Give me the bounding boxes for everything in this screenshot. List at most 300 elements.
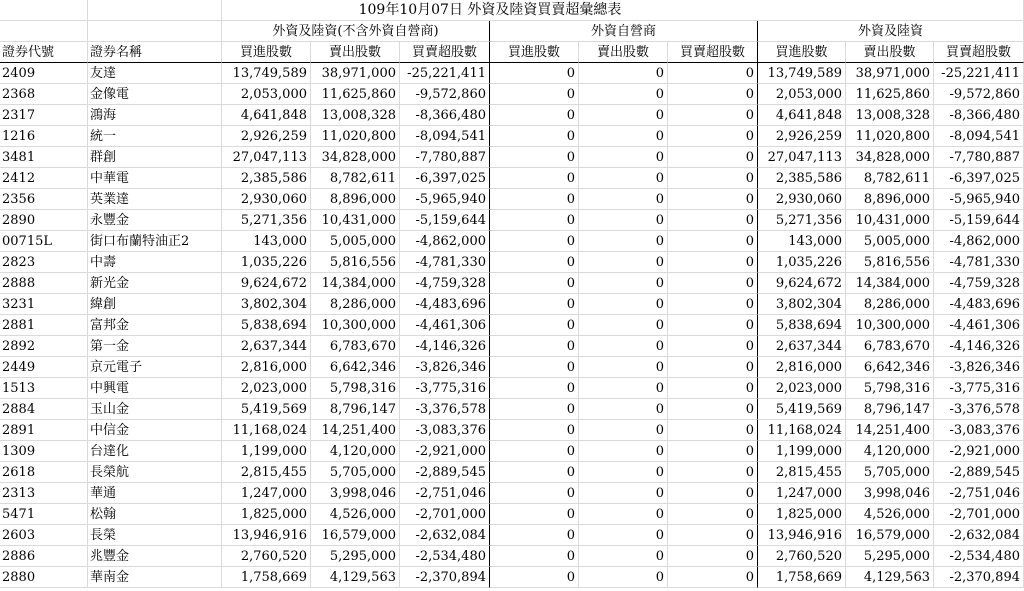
- cell-buy[interactable]: 4,641,848: [222, 105, 311, 126]
- cell-stock-code[interactable]: 1216: [0, 126, 88, 147]
- cell-buy[interactable]: 2,385,586: [222, 168, 311, 189]
- cell-stock-name[interactable]: 第一金: [88, 336, 222, 357]
- cell-sell[interactable]: 3,998,046: [311, 483, 400, 504]
- cell-stock-name[interactable]: 華通: [88, 483, 222, 504]
- cell-net[interactable]: 0: [668, 63, 758, 84]
- cell-net[interactable]: 0: [668, 441, 758, 462]
- cell-stock-code[interactable]: 1513: [0, 378, 88, 399]
- cell-buy[interactable]: 2,637,344: [758, 336, 846, 357]
- cell-net[interactable]: -2,889,545: [400, 462, 490, 483]
- cell-buy[interactable]: 143,000: [222, 231, 311, 252]
- cell-buy[interactable]: 2,053,000: [758, 84, 846, 105]
- cell-net[interactable]: 0: [668, 273, 758, 294]
- cell-stock-code[interactable]: 2880: [0, 567, 88, 588]
- cell-buy[interactable]: 0: [490, 63, 579, 84]
- cell-net[interactable]: 0: [668, 546, 758, 567]
- cell-stock-name[interactable]: 友達: [88, 63, 222, 84]
- cell-stock-name[interactable]: 街口布蘭特油正2: [88, 231, 222, 252]
- cell-sell[interactable]: 8,796,147: [846, 399, 934, 420]
- cell-stock-code[interactable]: 5471: [0, 504, 88, 525]
- table-row: [0, 399, 1024, 420]
- cell-sell[interactable]: 0: [579, 105, 668, 126]
- cell-stock-code[interactable]: 2412: [0, 168, 88, 189]
- cell-sell[interactable]: 13,008,328: [311, 105, 400, 126]
- cell-sell[interactable]: 8,286,000: [846, 294, 934, 315]
- cell-net[interactable]: -4,483,696: [934, 294, 1024, 315]
- cell-stock-code[interactable]: 00715L: [0, 231, 88, 252]
- cell-net[interactable]: 0: [668, 210, 758, 231]
- cell-sell[interactable]: 11,020,800: [311, 126, 400, 147]
- cell-net[interactable]: 0: [668, 525, 758, 546]
- cell-buy[interactable]: 2,637,344: [222, 336, 311, 357]
- cell-net[interactable]: -4,781,330: [934, 252, 1024, 273]
- cell-buy[interactable]: 0: [490, 84, 579, 105]
- cell-buy[interactable]: 13,946,916: [222, 525, 311, 546]
- cell-buy[interactable]: 1,758,669: [222, 567, 311, 588]
- cell-buy[interactable]: 5,838,694: [222, 315, 311, 336]
- cell-buy[interactable]: 0: [490, 546, 579, 567]
- cell-sell[interactable]: 10,431,000: [846, 210, 934, 231]
- cell-net[interactable]: 0: [668, 462, 758, 483]
- sheet-title: 109年10月07日 外資及陸資買賣超彙總表: [222, 0, 758, 21]
- cell-buy[interactable]: 5,419,569: [758, 399, 846, 420]
- cell-buy[interactable]: 0: [490, 378, 579, 399]
- cell-stock-name[interactable]: 台達化: [88, 441, 222, 462]
- cell-net[interactable]: 0: [668, 126, 758, 147]
- cell-stock-code[interactable]: 2884: [0, 399, 88, 420]
- cell-stock-code[interactable]: 2317: [0, 105, 88, 126]
- cell-sell[interactable]: 0: [579, 336, 668, 357]
- cell-sell[interactable]: 5,005,000: [846, 231, 934, 252]
- cell-net[interactable]: -4,862,000: [934, 231, 1024, 252]
- cell-stock-name[interactable]: 長榮: [88, 525, 222, 546]
- cell-buy[interactable]: 2,926,259: [758, 126, 846, 147]
- column-header-sell[interactable]: 賣出股數: [579, 42, 668, 63]
- cell-stock-name[interactable]: 群創: [88, 147, 222, 168]
- cell-sell[interactable]: 16,579,000: [311, 525, 400, 546]
- cell-buy[interactable]: 0: [490, 294, 579, 315]
- cell-buy[interactable]: 0: [490, 420, 579, 441]
- cell-net[interactable]: -3,083,376: [934, 420, 1024, 441]
- column-header-buy[interactable]: 買進股數: [222, 42, 311, 63]
- cell-sell[interactable]: 11,020,800: [846, 126, 934, 147]
- cell-net[interactable]: -2,701,000: [400, 504, 490, 525]
- cell-buy[interactable]: 0: [490, 483, 579, 504]
- cell-stock-code[interactable]: 2881: [0, 315, 88, 336]
- cell-sell[interactable]: 14,251,400: [311, 420, 400, 441]
- cell-sell[interactable]: 5,816,556: [311, 252, 400, 273]
- cell-sell[interactable]: 5,705,000: [846, 462, 934, 483]
- cell-buy[interactable]: 3,802,304: [758, 294, 846, 315]
- cell-net[interactable]: -4,461,306: [400, 315, 490, 336]
- cell-sell[interactable]: 5,798,316: [846, 378, 934, 399]
- cell-net[interactable]: -4,146,326: [400, 336, 490, 357]
- cell-buy[interactable]: 2,815,455: [758, 462, 846, 483]
- cell-stock-name[interactable]: 兆豐金: [88, 546, 222, 567]
- cell-sell[interactable]: 4,129,563: [311, 567, 400, 588]
- cell-buy[interactable]: 11,168,024: [758, 420, 846, 441]
- cell-sell[interactable]: 16,579,000: [846, 525, 934, 546]
- cell-buy[interactable]: 1,035,226: [758, 252, 846, 273]
- cell-sell[interactable]: 4,526,000: [846, 504, 934, 525]
- cell-net[interactable]: 0: [668, 147, 758, 168]
- cell-sell[interactable]: 0: [579, 294, 668, 315]
- cell-buy[interactable]: 0: [490, 273, 579, 294]
- cell-sell[interactable]: 8,796,147: [311, 399, 400, 420]
- cell-buy[interactable]: 5,419,569: [222, 399, 311, 420]
- cell-net[interactable]: -2,751,046: [400, 483, 490, 504]
- cell-net[interactable]: -25,221,411: [400, 63, 490, 84]
- cell-stock-code[interactable]: 3481: [0, 147, 88, 168]
- cell-buy[interactable]: 2,815,455: [222, 462, 311, 483]
- cell-stock-code[interactable]: 2618: [0, 462, 88, 483]
- cell-net[interactable]: -2,751,046: [934, 483, 1024, 504]
- cell-buy[interactable]: 1,825,000: [222, 504, 311, 525]
- cell-sell[interactable]: 0: [579, 399, 668, 420]
- cell-buy[interactable]: 2,760,520: [758, 546, 846, 567]
- cell-net[interactable]: -6,397,025: [934, 168, 1024, 189]
- cell-sell[interactable]: 4,129,563: [846, 567, 934, 588]
- cell-sell[interactable]: 5,816,556: [846, 252, 934, 273]
- cell-net[interactable]: 0: [668, 357, 758, 378]
- cell-sell[interactable]: 34,828,000: [311, 147, 400, 168]
- cell-buy[interactable]: 2,816,000: [222, 357, 311, 378]
- cell-buy[interactable]: 2,023,000: [222, 378, 311, 399]
- cell-net[interactable]: -4,146,326: [934, 336, 1024, 357]
- cell-net[interactable]: -5,965,940: [400, 189, 490, 210]
- cell-sell[interactable]: 0: [579, 84, 668, 105]
- cell-buy[interactable]: 5,271,356: [758, 210, 846, 231]
- cell-sell[interactable]: 14,251,400: [846, 420, 934, 441]
- cell-net[interactable]: -7,780,887: [400, 147, 490, 168]
- cell-stock-code[interactable]: 2356: [0, 189, 88, 210]
- cell-blank[interactable]: [0, 0, 88, 21]
- cell-net[interactable]: -3,376,578: [934, 399, 1024, 420]
- cell-sell[interactable]: 14,384,000: [846, 273, 934, 294]
- cell-net[interactable]: -8,094,541: [400, 126, 490, 147]
- cell-buy[interactable]: 1,247,000: [758, 483, 846, 504]
- cell-sell[interactable]: 0: [579, 168, 668, 189]
- cell-blank[interactable]: [0, 21, 88, 42]
- cell-buy[interactable]: 2,930,060: [222, 189, 311, 210]
- cell-sell[interactable]: 5,798,316: [311, 378, 400, 399]
- cell-net[interactable]: -8,366,480: [934, 105, 1024, 126]
- cell-stock-code[interactable]: 3231: [0, 294, 88, 315]
- cell-sell[interactable]: 34,828,000: [846, 147, 934, 168]
- cell-net[interactable]: 0: [668, 252, 758, 273]
- cell-sell[interactable]: 10,300,000: [311, 315, 400, 336]
- cell-buy[interactable]: 2,760,520: [222, 546, 311, 567]
- cell-net[interactable]: -6,397,025: [400, 168, 490, 189]
- cell-sell[interactable]: 0: [579, 546, 668, 567]
- cell-net[interactable]: 0: [668, 567, 758, 588]
- cell-sell[interactable]: 10,300,000: [846, 315, 934, 336]
- cell-sell[interactable]: 8,782,611: [311, 168, 400, 189]
- cell-buy[interactable]: 0: [490, 189, 579, 210]
- cell-net[interactable]: -3,775,316: [400, 378, 490, 399]
- cell-sell[interactable]: 5,295,000: [311, 546, 400, 567]
- cell-net[interactable]: -9,572,860: [400, 84, 490, 105]
- cell-net[interactable]: 0: [668, 84, 758, 105]
- cell-sell[interactable]: 6,642,346: [846, 357, 934, 378]
- cell-blank[interactable]: [758, 0, 1024, 21]
- title-row: [0, 0, 1024, 21]
- cell-buy[interactable]: 0: [490, 126, 579, 147]
- cell-stock-name[interactable]: 富邦金: [88, 315, 222, 336]
- cell-net[interactable]: 0: [668, 378, 758, 399]
- cell-sell[interactable]: 0: [579, 525, 668, 546]
- column-header-net[interactable]: 買賣超股數: [400, 42, 490, 63]
- cell-sell[interactable]: 0: [579, 231, 668, 252]
- cell-buy[interactable]: 13,946,916: [758, 525, 846, 546]
- cell-net[interactable]: -9,572,860: [934, 84, 1024, 105]
- cell-sell[interactable]: 0: [579, 189, 668, 210]
- cell-sell[interactable]: 0: [579, 126, 668, 147]
- cell-buy[interactable]: 13,749,589: [758, 63, 846, 84]
- column-header-stock-code[interactable]: 證券代號: [0, 42, 88, 63]
- cell-sell[interactable]: 5,705,000: [311, 462, 400, 483]
- table-row: [0, 294, 1024, 315]
- cell-buy[interactable]: 5,271,356: [222, 210, 311, 231]
- cell-buy[interactable]: 2,930,060: [758, 189, 846, 210]
- cell-net[interactable]: -2,632,084: [934, 525, 1024, 546]
- cell-buy[interactable]: 9,624,672: [222, 273, 311, 294]
- table-row: [0, 84, 1024, 105]
- cell-net[interactable]: -3,376,578: [400, 399, 490, 420]
- cell-sell[interactable]: 8,286,000: [311, 294, 400, 315]
- cell-net[interactable]: -2,370,894: [400, 567, 490, 588]
- cell-sell[interactable]: 0: [579, 441, 668, 462]
- cell-net[interactable]: -5,965,940: [934, 189, 1024, 210]
- cell-stock-name[interactable]: 緯創: [88, 294, 222, 315]
- cell-buy[interactable]: 0: [490, 504, 579, 525]
- cell-stock-name[interactable]: 京元電子: [88, 357, 222, 378]
- cell-buy[interactable]: 2,385,586: [758, 168, 846, 189]
- cell-buy[interactable]: 0: [490, 105, 579, 126]
- cell-buy[interactable]: 3,802,304: [222, 294, 311, 315]
- cell-net[interactable]: -3,775,316: [934, 378, 1024, 399]
- cell-net[interactable]: 0: [668, 231, 758, 252]
- cell-stock-code[interactable]: 2368: [0, 84, 88, 105]
- cell-buy[interactable]: 2,023,000: [758, 378, 846, 399]
- cell-stock-name[interactable]: 長榮航: [88, 462, 222, 483]
- cell-stock-name[interactable]: 中華電: [88, 168, 222, 189]
- cell-stock-code[interactable]: 2892: [0, 336, 88, 357]
- cell-buy[interactable]: 2,816,000: [758, 357, 846, 378]
- cell-buy[interactable]: 1,247,000: [222, 483, 311, 504]
- cell-net[interactable]: -4,781,330: [400, 252, 490, 273]
- cell-sell[interactable]: 38,971,000: [311, 63, 400, 84]
- cell-sell[interactable]: 0: [579, 483, 668, 504]
- cell-net[interactable]: -5,159,644: [934, 210, 1024, 231]
- cell-buy[interactable]: 0: [490, 525, 579, 546]
- column-header-buy[interactable]: 買進股數: [490, 42, 579, 63]
- cell-sell[interactable]: 0: [579, 210, 668, 231]
- cell-net[interactable]: 0: [668, 189, 758, 210]
- cell-sell[interactable]: 8,782,611: [846, 168, 934, 189]
- cell-sell[interactable]: 6,783,670: [311, 336, 400, 357]
- cell-stock-name[interactable]: 華南金: [88, 567, 222, 588]
- cell-sell[interactable]: 11,625,860: [311, 84, 400, 105]
- cell-sell[interactable]: 8,896,000: [311, 189, 400, 210]
- cell-stock-code[interactable]: 2823: [0, 252, 88, 273]
- column-header-sell[interactable]: 賣出股數: [311, 42, 400, 63]
- cell-stock-code[interactable]: 2313: [0, 483, 88, 504]
- cell-net[interactable]: 0: [668, 420, 758, 441]
- cell-buy[interactable]: 1,758,669: [758, 567, 846, 588]
- cell-sell[interactable]: 6,783,670: [846, 336, 934, 357]
- cell-net[interactable]: -2,534,480: [400, 546, 490, 567]
- cell-net[interactable]: -3,826,346: [934, 357, 1024, 378]
- cell-stock-name[interactable]: 中興電: [88, 378, 222, 399]
- cell-sell[interactable]: 0: [579, 63, 668, 84]
- cell-sell[interactable]: 0: [579, 567, 668, 588]
- cell-net[interactable]: -7,780,887: [934, 147, 1024, 168]
- cell-sell[interactable]: 0: [579, 252, 668, 273]
- cell-buy[interactable]: 0: [490, 336, 579, 357]
- cell-buy[interactable]: 0: [490, 231, 579, 252]
- cell-net[interactable]: 0: [668, 483, 758, 504]
- cell-stock-name[interactable]: 中信金: [88, 420, 222, 441]
- table-row: [0, 567, 1024, 588]
- cell-stock-name[interactable]: 中壽: [88, 252, 222, 273]
- cell-buy[interactable]: 1,199,000: [758, 441, 846, 462]
- cell-net[interactable]: -3,826,346: [400, 357, 490, 378]
- cell-buy[interactable]: 0: [490, 399, 579, 420]
- cell-buy[interactable]: 0: [490, 357, 579, 378]
- cell-sell[interactable]: 3,998,046: [846, 483, 934, 504]
- cell-net[interactable]: 0: [668, 168, 758, 189]
- table-row: [0, 378, 1024, 399]
- cell-buy[interactable]: 0: [490, 147, 579, 168]
- cell-stock-name[interactable]: 永豐金: [88, 210, 222, 231]
- cell-buy[interactable]: 0: [490, 567, 579, 588]
- cell-stock-name[interactable]: 英業達: [88, 189, 222, 210]
- cell-buy[interactable]: 2,053,000: [222, 84, 311, 105]
- cell-net[interactable]: -2,632,084: [400, 525, 490, 546]
- cell-sell[interactable]: 0: [579, 147, 668, 168]
- cell-sell[interactable]: 0: [579, 420, 668, 441]
- cell-stock-name[interactable]: 統一: [88, 126, 222, 147]
- cell-sell[interactable]: 0: [579, 273, 668, 294]
- column-header-net[interactable]: 買賣超股數: [934, 42, 1024, 63]
- column-header-buy[interactable]: 買進股數: [758, 42, 846, 63]
- cell-sell[interactable]: 14,384,000: [311, 273, 400, 294]
- table-row: [0, 504, 1024, 525]
- cell-stock-code[interactable]: 2888: [0, 273, 88, 294]
- cell-net[interactable]: -8,094,541: [934, 126, 1024, 147]
- cell-net[interactable]: -4,759,328: [934, 273, 1024, 294]
- column-header-net[interactable]: 買賣超股數: [668, 42, 758, 63]
- cell-buy[interactable]: 5,838,694: [758, 315, 846, 336]
- cell-blank[interactable]: [88, 0, 222, 21]
- cell-buy[interactable]: 9,624,672: [758, 273, 846, 294]
- cell-stock-code[interactable]: 2449: [0, 357, 88, 378]
- cell-net[interactable]: 0: [668, 399, 758, 420]
- cell-stock-name[interactable]: 金像電: [88, 84, 222, 105]
- column-header-stock-name[interactable]: 證券名稱: [88, 42, 222, 63]
- cell-stock-code[interactable]: 2603: [0, 525, 88, 546]
- cell-net[interactable]: -2,921,000: [934, 441, 1024, 462]
- cell-net[interactable]: -4,862,000: [400, 231, 490, 252]
- cell-net[interactable]: -2,370,894: [934, 567, 1024, 588]
- cell-buy[interactable]: 27,047,113: [758, 147, 846, 168]
- table-row: [0, 273, 1024, 294]
- cell-sell[interactable]: 13,008,328: [846, 105, 934, 126]
- cell-buy[interactable]: 27,047,113: [222, 147, 311, 168]
- cell-stock-code[interactable]: 1309: [0, 441, 88, 462]
- cell-sell[interactable]: 10,431,000: [311, 210, 400, 231]
- cell-buy[interactable]: 0: [490, 441, 579, 462]
- cell-net[interactable]: -2,534,480: [934, 546, 1024, 567]
- cell-net[interactable]: 0: [668, 315, 758, 336]
- cell-stock-name[interactable]: 玉山金: [88, 399, 222, 420]
- cell-buy[interactable]: 0: [490, 315, 579, 336]
- cell-net[interactable]: 0: [668, 504, 758, 525]
- cell-sell[interactable]: 5,295,000: [846, 546, 934, 567]
- cell-stock-name[interactable]: 新光金: [88, 273, 222, 294]
- cell-net[interactable]: -5,159,644: [400, 210, 490, 231]
- cell-sell[interactable]: 38,971,000: [846, 63, 934, 84]
- cell-buy[interactable]: 2,926,259: [222, 126, 311, 147]
- cell-sell[interactable]: 4,526,000: [311, 504, 400, 525]
- cell-sell[interactable]: 4,120,000: [311, 441, 400, 462]
- cell-buy[interactable]: 1,199,000: [222, 441, 311, 462]
- cell-net[interactable]: -4,759,328: [400, 273, 490, 294]
- cell-buy[interactable]: 0: [490, 462, 579, 483]
- cell-buy[interactable]: 0: [490, 168, 579, 189]
- cell-sell[interactable]: 0: [579, 357, 668, 378]
- cell-sell[interactable]: 5,005,000: [311, 231, 400, 252]
- cell-stock-code[interactable]: 2409: [0, 63, 88, 84]
- cell-buy[interactable]: 0: [490, 210, 579, 231]
- column-header-sell[interactable]: 賣出股數: [846, 42, 934, 63]
- cell-sell[interactable]: 0: [579, 378, 668, 399]
- cell-buy[interactable]: 1,035,226: [222, 252, 311, 273]
- cell-stock-name[interactable]: 松翰: [88, 504, 222, 525]
- cell-sell[interactable]: 0: [579, 504, 668, 525]
- cell-net[interactable]: 0: [668, 294, 758, 315]
- cell-stock-code[interactable]: 2886: [0, 546, 88, 567]
- cell-buy[interactable]: 143,000: [758, 231, 846, 252]
- cell-buy[interactable]: 0: [490, 252, 579, 273]
- cell-sell[interactable]: 0: [579, 462, 668, 483]
- cell-net[interactable]: 0: [668, 105, 758, 126]
- cell-blank[interactable]: [88, 21, 222, 42]
- cell-sell[interactable]: 0: [579, 315, 668, 336]
- cell-stock-code[interactable]: 2891: [0, 420, 88, 441]
- cell-sell[interactable]: 11,625,860: [846, 84, 934, 105]
- cell-buy[interactable]: 1,825,000: [758, 504, 846, 525]
- cell-stock-name[interactable]: 鴻海: [88, 105, 222, 126]
- cell-net[interactable]: -25,221,411: [934, 63, 1024, 84]
- cell-sell[interactable]: 8,896,000: [846, 189, 934, 210]
- cell-stock-code[interactable]: 2890: [0, 210, 88, 231]
- cell-net[interactable]: -2,701,000: [934, 504, 1024, 525]
- cell-net[interactable]: -4,483,696: [400, 294, 490, 315]
- cell-buy[interactable]: 11,168,024: [222, 420, 311, 441]
- cell-sell[interactable]: 6,642,346: [311, 357, 400, 378]
- cell-net[interactable]: -4,461,306: [934, 315, 1024, 336]
- cell-net[interactable]: -3,083,376: [400, 420, 490, 441]
- cell-buy[interactable]: 4,641,848: [758, 105, 846, 126]
- cell-sell[interactable]: 4,120,000: [846, 441, 934, 462]
- cell-net[interactable]: -2,921,000: [400, 441, 490, 462]
- cell-buy[interactable]: 13,749,589: [222, 63, 311, 84]
- cell-net[interactable]: 0: [668, 336, 758, 357]
- cell-net[interactable]: -2,889,545: [934, 462, 1024, 483]
- cell-net[interactable]: -8,366,480: [400, 105, 490, 126]
